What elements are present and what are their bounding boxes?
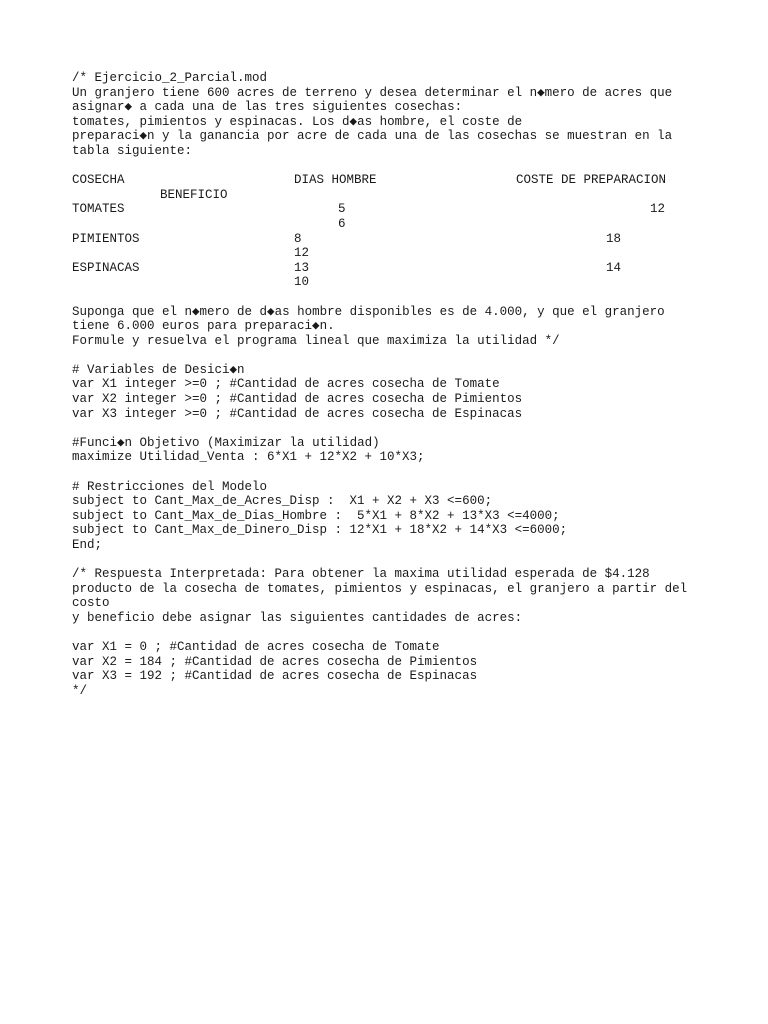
constraint-line: subject to Cant_Max_de_Acres_Disp : X1 + X2 + X3 <=600; <box>72 494 493 509</box>
header-dias-hombre: DIAS HOMBRE <box>294 173 377 188</box>
intro-line: tabla siguiente: <box>72 143 193 158</box>
blank-line <box>72 348 712 363</box>
row-beneficio: 10 <box>294 275 310 290</box>
statement-line: Suponga que el n◆mero de d◆as hombre disponibles es de 4.000, y que el granjero <box>72 304 665 319</box>
intro-line: tomates, pimientos y espinacas. Los d◆as hombre, el coste de <box>72 114 523 129</box>
answer-line: /* Respuesta Interpretada: Para obtener la maxima utilidad esperada de $4.128 <box>72 567 650 582</box>
table-header-row-wrap <box>72 188 712 203</box>
variable-declaration: var X2 integer >=0 ; #Cantidad de acres cosecha de Pimientos <box>72 392 523 407</box>
result-line: var X1 = 0 ; #Cantidad de acres cosecha de Tomate <box>72 640 440 655</box>
row-dias: 5 <box>338 202 346 217</box>
blank-line <box>72 553 712 568</box>
statement-line: tiene 6.000 euros para preparaci◆n. <box>72 319 335 334</box>
document-page <box>72 71 712 699</box>
constraint-line: subject to Cant_Max_de_Dias_Hombre : 5*X1 + 8*X2 + 13*X3 <=4000; <box>72 508 560 523</box>
answer-line: costo <box>72 596 110 611</box>
variable-declaration: var X3 integer >=0 ; #Cantidad de acres cosecha de Espinacas <box>72 406 523 421</box>
constraints-title: # Restricciones del Modelo <box>72 479 268 494</box>
blank-line <box>72 159 712 174</box>
row-name: PIMIENTOS <box>72 231 140 246</box>
row-name: TOMATES <box>72 202 125 217</box>
header-cosecha: COSECHA <box>72 173 125 188</box>
table-row <box>72 261 712 276</box>
end-statement: End; <box>72 538 103 552</box>
blank-line <box>72 626 712 641</box>
variables-title: # Variables de Desici◆n <box>72 362 245 377</box>
objective-function: maximize Utilidad_Venta : 6*X1 + 12*X2 + 10*X3; <box>72 450 425 465</box>
row-coste: 14 <box>606 260 622 275</box>
row-name: ESPINACAS <box>72 260 140 275</box>
row-coste: 12 <box>650 202 666 217</box>
header-coste: COSTE DE PREPARACION <box>516 173 667 188</box>
table-row-wrap <box>72 275 712 290</box>
constraint-line: subject to Cant_Max_de_Dinero_Disp : 12*X1 + 18*X2 + 14*X3 <=6000; <box>72 523 568 538</box>
row-dias: 8 <box>294 231 302 246</box>
table-row <box>72 202 712 217</box>
row-beneficio: 12 <box>294 246 310 261</box>
file-comment-open: /* Ejercicio_2_Parcial.mod <box>72 71 268 85</box>
row-coste: 18 <box>606 231 622 246</box>
intro-line: asignar◆ a cada una de las tres siguientes cosechas: <box>72 100 463 115</box>
table-row-wrap <box>72 246 712 261</box>
intro-line: preparaci◆n y la ganancia por acre de cada una de las cosechas se muestran en la <box>72 129 673 144</box>
objective-title: #Funci◆n Objetivo (Maximizar la utilidad) <box>72 435 380 450</box>
blank-line <box>72 465 712 480</box>
intro-line: Un granjero tiene 600 acres de terreno y desea determinar el n◆mero de acres que <box>72 85 673 100</box>
comment-close: */ <box>72 683 88 698</box>
table-row-wrap <box>72 217 712 232</box>
answer-line: y beneficio debe asignar las siguientes cantidades de acres: <box>72 610 523 625</box>
row-beneficio: 6 <box>338 216 346 231</box>
answer-line: producto de la cosecha de tomates, pimientos y espinacas, el granjero a partir del <box>72 581 688 596</box>
header-beneficio: BENEFICIO <box>160 187 228 202</box>
blank-line <box>72 290 712 305</box>
blank-line <box>72 421 712 436</box>
result-line: var X3 = 192 ; #Cantidad de acres cosecha de Espinacas <box>72 669 478 684</box>
table-header-row <box>72 173 712 188</box>
table-row <box>72 232 712 247</box>
statement-line: Formule y resuelva el programa lineal que maximiza la utilidad */ <box>72 333 560 348</box>
variable-declaration: var X1 integer >=0 ; #Cantidad de acres cosecha de Tomate <box>72 377 500 392</box>
result-line: var X2 = 184 ; #Cantidad de acres cosecha de Pimientos <box>72 654 478 669</box>
row-dias: 13 <box>294 260 310 275</box>
